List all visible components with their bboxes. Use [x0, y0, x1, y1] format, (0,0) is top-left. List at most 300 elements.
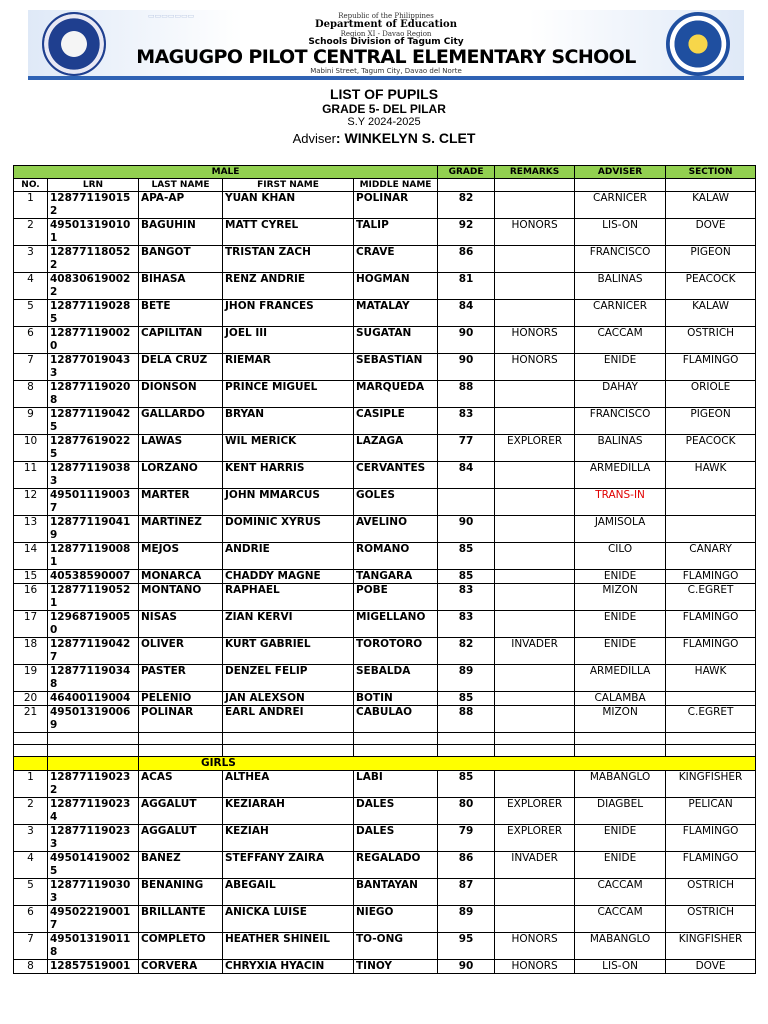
row-number: 9 [14, 408, 48, 435]
first-name-cell: JAN ALEXSON [223, 692, 354, 706]
remarks-cell [495, 543, 575, 570]
last-name-cell: PELENIO [139, 692, 223, 706]
lrn-cell: 128771190427 [48, 638, 139, 665]
row-number: 7 [14, 933, 48, 960]
male-group-header: MALE [14, 166, 438, 179]
school-address: Mabini Street, Tagum City, Davao del Norte [310, 67, 462, 75]
section-cell: PIGEON [666, 408, 756, 435]
grade-cell: 86 [438, 246, 495, 273]
last-name-cell: MARTINEZ [139, 516, 223, 543]
adviser-name: WINKELYN S. CLET [344, 130, 476, 146]
first-name-header: FIRST NAME [223, 179, 354, 192]
middle-name-cell: LAZAGA [354, 435, 438, 462]
row-number: 21 [14, 706, 48, 733]
section-cell: OSTRICH [666, 327, 756, 354]
blank-cell [48, 733, 139, 745]
section-cell: DOVE [666, 960, 756, 974]
lrn-cell: 128771190419 [48, 516, 139, 543]
blank-cell [139, 745, 223, 757]
section-header: SECTION [666, 166, 756, 179]
row-number: 5 [14, 300, 48, 327]
last-name-cell: DIONSON [139, 381, 223, 408]
grade-cell: 85 [438, 570, 495, 584]
adviser-cell: ARMEDILLA [575, 665, 666, 692]
remarks-cell [495, 570, 575, 584]
remarks-cell [495, 273, 575, 300]
first-name-cell: TRISTAN ZACH [223, 246, 354, 273]
adviser-cell: CARNICER [575, 192, 666, 219]
first-name-cell: RIEMAR [223, 354, 354, 381]
section-cell: C.EGRET [666, 584, 756, 611]
table-row [14, 408, 756, 435]
remarks-cell: INVADER [495, 852, 575, 879]
group-header-row [14, 166, 756, 179]
adviser-cell: MABANGLO [575, 771, 666, 798]
last-name-cell: BRILLANTE [139, 906, 223, 933]
grade-cell: 86 [438, 852, 495, 879]
first-name-cell: JOEL III [223, 327, 354, 354]
first-name-cell: DENZEL FELIP [223, 665, 354, 692]
remarks-cell [495, 584, 575, 611]
table-row [14, 462, 756, 489]
first-name-cell: JOHN MMARCUS [223, 489, 354, 516]
adviser-cell: JAMISOLA [575, 516, 666, 543]
middle-name-cell: TALIP [354, 219, 438, 246]
last-name-cell: BENANING [139, 879, 223, 906]
table-row [14, 692, 756, 706]
last-name-cell: COMPLETO [139, 933, 223, 960]
adviser-cell: DIAGBEL [575, 798, 666, 825]
blank-cell [14, 745, 48, 757]
blank-cell [575, 745, 666, 757]
first-name-cell: JHON FRANCES [223, 300, 354, 327]
lrn-cell: 495011190037 [48, 489, 139, 516]
first-name-cell: ALTHEA [223, 771, 354, 798]
lrn-cell: 128771190348 [48, 665, 139, 692]
row-number: 5 [14, 879, 48, 906]
adviser-cell: LIS-ON [575, 960, 666, 974]
row-number: 2 [14, 219, 48, 246]
middle-name-cell: NIEGO [354, 906, 438, 933]
section-cell: PEACOCK [666, 435, 756, 462]
section-cell: FLAMINGO [666, 852, 756, 879]
remarks-header: REMARKS [495, 166, 575, 179]
grade-cell: 83 [438, 611, 495, 638]
adviser-cell: ENIDE [575, 611, 666, 638]
blank-cell [223, 733, 354, 745]
section-cell [666, 489, 756, 516]
last-name-cell: BIHASA [139, 273, 223, 300]
girls-blank-cell [14, 757, 48, 771]
table-row [14, 300, 756, 327]
school-name: MAGUGPO PILOT CENTRAL ELEMENTARY SCHOOL [136, 46, 636, 68]
grade-cell: 87 [438, 879, 495, 906]
grade-cell: 83 [438, 408, 495, 435]
last-name-cell: BETE [139, 300, 223, 327]
table-row [14, 246, 756, 273]
lrn-cell: 128771190234 [48, 798, 139, 825]
row-number: 11 [14, 462, 48, 489]
remarks-cell [495, 611, 575, 638]
middle-name-cell: SEBALDA [354, 665, 438, 692]
grade-cell: 95 [438, 933, 495, 960]
row-number: 8 [14, 960, 48, 974]
last-name-cell: MARTER [139, 489, 223, 516]
remarks-cell: HONORS [495, 933, 575, 960]
table-row [14, 192, 756, 219]
republic-text: Republic of the Philippines [338, 12, 434, 20]
lrn-cell: 495013190069 [48, 706, 139, 733]
middle-name-cell: ROMANO [354, 543, 438, 570]
lrn-cell: 495013190101 [48, 219, 139, 246]
section-cell: HAWK [666, 462, 756, 489]
remarks-header-blank [495, 179, 575, 192]
last-name-cell: CORVERA [139, 960, 223, 974]
blank-cell [354, 745, 438, 757]
middle-name-cell: BANTAYAN [354, 879, 438, 906]
last-name-cell: DELA CRUZ [139, 354, 223, 381]
blank-cell [223, 745, 354, 757]
school-banner [28, 10, 744, 80]
first-name-cell: ABEGAIL [223, 879, 354, 906]
grade-cell [438, 489, 495, 516]
last-name-cell: LAWAS [139, 435, 223, 462]
adviser-cell: CACCAM [575, 327, 666, 354]
table-row [14, 611, 756, 638]
adviser-cell: CILO [575, 543, 666, 570]
remarks-cell [495, 771, 575, 798]
male-rows [14, 192, 756, 757]
remarks-cell [495, 381, 575, 408]
table-row [14, 879, 756, 906]
school-seal-icon [666, 12, 730, 76]
last-name-header: LAST NAME [139, 179, 223, 192]
remarks-cell [495, 192, 575, 219]
section-cell: HAWK [666, 665, 756, 692]
middle-name-cell: POBE [354, 584, 438, 611]
middle-name-cell: TANGARA [354, 570, 438, 584]
grade-header-blank [438, 179, 495, 192]
lrn-cell: 128771190152 [48, 192, 139, 219]
row-number: 2 [14, 798, 48, 825]
adviser-cell: BALINAS [575, 435, 666, 462]
middle-name-cell: CRAVE [354, 246, 438, 273]
lrn-cell: 40538590007 [48, 570, 139, 584]
row-number: 3 [14, 246, 48, 273]
section-cell: CANARY [666, 543, 756, 570]
row-number: 10 [14, 435, 48, 462]
table-row [14, 354, 756, 381]
grade-cell: 83 [438, 584, 495, 611]
remarks-cell: HONORS [495, 219, 575, 246]
section-cell: OSTRICH [666, 906, 756, 933]
last-name-cell: BANGOT [139, 246, 223, 273]
middle-name-header: MIDDLE NAME [354, 179, 438, 192]
row-number: 13 [14, 516, 48, 543]
row-number: 3 [14, 825, 48, 852]
adviser-cell: MIZON [575, 706, 666, 733]
lrn-cell: 46400119004 [48, 692, 139, 706]
remarks-cell: HONORS [495, 354, 575, 381]
adviser-cell: BALINAS [575, 273, 666, 300]
section-cell: PELICAN [666, 798, 756, 825]
blank-cell [14, 733, 48, 745]
blank-cell [666, 733, 756, 745]
lrn-cell: 129687190050 [48, 611, 139, 638]
grade-cell: 90 [438, 327, 495, 354]
remarks-cell [495, 246, 575, 273]
banner-watermark: ▭▭▭▭▭▭▭ [148, 12, 195, 20]
table-row [14, 219, 756, 246]
grade-cell: 90 [438, 516, 495, 543]
adviser-cell: FRANCISCO [575, 408, 666, 435]
table-row [14, 665, 756, 692]
row-number: 18 [14, 638, 48, 665]
first-name-cell: WIL MERICK [223, 435, 354, 462]
lrn-cell: 128771190285 [48, 300, 139, 327]
section-cell: FLAMINGO [666, 570, 756, 584]
adviser-header: ADVISER [575, 166, 666, 179]
row-number: 4 [14, 852, 48, 879]
lrn-cell: 128776190225 [48, 435, 139, 462]
first-name-cell: YUAN KHAN [223, 192, 354, 219]
table-row [14, 852, 756, 879]
adviser-cell: ENIDE [575, 852, 666, 879]
first-name-cell: ANDRIE [223, 543, 354, 570]
row-number: 20 [14, 692, 48, 706]
adviser-cell: ENIDE [575, 825, 666, 852]
grade-cell: 79 [438, 825, 495, 852]
row-number: 4 [14, 273, 48, 300]
middle-name-cell: MATALAY [354, 300, 438, 327]
lrn-cell: 128771190303 [48, 879, 139, 906]
middle-name-cell: TINOY [354, 960, 438, 974]
girls-group-label: GIRLS [139, 757, 756, 771]
lrn-cell: 128771190208 [48, 381, 139, 408]
blank-cell [495, 745, 575, 757]
section-header-blank [666, 179, 756, 192]
remarks-cell: HONORS [495, 960, 575, 974]
adviser-line [0, 130, 768, 146]
adviser-cell: FRANCISCO [575, 246, 666, 273]
section-cell: KALAW [666, 192, 756, 219]
remarks-cell [495, 692, 575, 706]
adviser-cell: CALAMBA [575, 692, 666, 706]
lrn-cell: 495022190017 [48, 906, 139, 933]
remarks-cell [495, 489, 575, 516]
last-name-cell: BAGUHIN [139, 219, 223, 246]
remarks-cell: INVADER [495, 638, 575, 665]
remarks-cell: EXPLORER [495, 798, 575, 825]
table-row [14, 543, 756, 570]
middle-name-cell: DALES [354, 825, 438, 852]
section-cell: PEACOCK [666, 273, 756, 300]
row-number: 17 [14, 611, 48, 638]
pupil-table [13, 165, 756, 974]
table-row [14, 327, 756, 354]
first-name-cell: KEZIAH [223, 825, 354, 852]
first-name-cell: KENT HARRIS [223, 462, 354, 489]
middle-name-cell: SUGATAN [354, 327, 438, 354]
grade-cell: 90 [438, 354, 495, 381]
last-name-cell: GALLARDO [139, 408, 223, 435]
middle-name-cell: HOGMAN [354, 273, 438, 300]
adviser-label: Adviser [292, 131, 336, 146]
middle-name-cell: CABULAO [354, 706, 438, 733]
grade-cell: 80 [438, 798, 495, 825]
last-name-cell: AGGALUT [139, 825, 223, 852]
grade-section-title: GRADE 5- DEL PILAR [322, 102, 446, 116]
first-name-cell: CHRYXIA HYACIN [223, 960, 354, 974]
adviser-cell: LIS-ON [575, 219, 666, 246]
first-name-cell: HEATHER SHINEIL [223, 933, 354, 960]
last-name-cell: MONARCA [139, 570, 223, 584]
row-number: 16 [14, 584, 48, 611]
section-cell: PIGEON [666, 246, 756, 273]
table-row [14, 570, 756, 584]
first-name-cell: CHADDY MAGNE [223, 570, 354, 584]
column-header-row [14, 179, 756, 192]
blank-cell [438, 733, 495, 745]
blank-cell [575, 733, 666, 745]
table-row [14, 584, 756, 611]
row-number: 15 [14, 570, 48, 584]
grade-cell: 90 [438, 960, 495, 974]
blank-cell [48, 745, 139, 757]
adviser-cell: ARMEDILLA [575, 462, 666, 489]
table-row [14, 933, 756, 960]
grade-cell: 85 [438, 771, 495, 798]
blank-cell [438, 745, 495, 757]
row-number: 12 [14, 489, 48, 516]
section-cell: KALAW [666, 300, 756, 327]
school-year: S.Y 2024-2025 [347, 116, 421, 128]
first-name-cell: RAPHAEL [223, 584, 354, 611]
row-number: 6 [14, 327, 48, 354]
region-text: Region XI - Davao Region [340, 30, 432, 38]
section-cell: FLAMINGO [666, 611, 756, 638]
first-name-cell: STEFFANY ZAIRA [223, 852, 354, 879]
girls-blank-cell [48, 757, 139, 771]
table-row [14, 906, 756, 933]
grade-cell: 88 [438, 381, 495, 408]
row-number: 7 [14, 354, 48, 381]
department-text: Department of Education [315, 19, 457, 30]
remarks-cell: HONORS [495, 327, 575, 354]
middle-name-cell: CERVANTES [354, 462, 438, 489]
banner-stripe [28, 76, 744, 80]
table-row [14, 435, 756, 462]
section-cell [666, 692, 756, 706]
list-title: LIST OF PUPILS [329, 86, 439, 102]
adviser-cell: ENIDE [575, 354, 666, 381]
grade-cell: 77 [438, 435, 495, 462]
middle-name-cell: POLINAR [354, 192, 438, 219]
row-number: 6 [14, 906, 48, 933]
lrn-cell: 128771190081 [48, 543, 139, 570]
lrn-cell: 12857519001 [48, 960, 139, 974]
grade-cell: 89 [438, 665, 495, 692]
row-number: 14 [14, 543, 48, 570]
remarks-cell [495, 879, 575, 906]
adviser-header-blank [575, 179, 666, 192]
section-cell: KINGFISHER [666, 933, 756, 960]
lrn-cell: 495013190118 [48, 933, 139, 960]
grade-cell: 92 [438, 219, 495, 246]
grade-header: GRADE [438, 166, 495, 179]
remarks-cell [495, 408, 575, 435]
first-name-cell: KEZIARAH [223, 798, 354, 825]
middle-name-cell: MIGELLANO [354, 611, 438, 638]
adviser-cell: ENIDE [575, 638, 666, 665]
section-cell: DOVE [666, 219, 756, 246]
table-row [14, 638, 756, 665]
grade-cell: 85 [438, 692, 495, 706]
adviser-colon: : [335, 130, 345, 146]
middle-name-cell: GOLES [354, 489, 438, 516]
last-name-cell: MEJOS [139, 543, 223, 570]
adviser-cell: CACCAM [575, 879, 666, 906]
grade-cell: 82 [438, 638, 495, 665]
adviser-cell: MABANGLO [575, 933, 666, 960]
remarks-cell [495, 462, 575, 489]
grade-cell: 84 [438, 462, 495, 489]
middle-name-cell: BOTIN [354, 692, 438, 706]
grade-cell: 84 [438, 300, 495, 327]
middle-name-cell: DALES [354, 798, 438, 825]
first-name-cell: DOMINIC XYRUS [223, 516, 354, 543]
remarks-cell [495, 516, 575, 543]
row-number: 1 [14, 771, 48, 798]
remarks-cell: EXPLORER [495, 825, 575, 852]
last-name-cell: AGGALUT [139, 798, 223, 825]
division-text: Schools Division of Tagum City [308, 37, 464, 47]
adviser-cell: DAHAY [575, 381, 666, 408]
table-row [14, 960, 756, 974]
section-cell: C.EGRET [666, 706, 756, 733]
section-cell [666, 516, 756, 543]
grade-cell: 81 [438, 273, 495, 300]
table-row [14, 489, 756, 516]
lrn-cell: 128771180522 [48, 246, 139, 273]
lrn-header: LRN [48, 179, 139, 192]
blank-row [14, 745, 756, 757]
girls-group-row [14, 757, 756, 771]
middle-name-cell: CASIPLE [354, 408, 438, 435]
middle-name-cell: AVELINO [354, 516, 438, 543]
section-cell: ORIOLE [666, 381, 756, 408]
adviser-cell: TRANS-IN [575, 489, 666, 516]
lrn-cell: 128771190425 [48, 408, 139, 435]
blank-cell [666, 745, 756, 757]
remarks-cell [495, 300, 575, 327]
row-number: 8 [14, 381, 48, 408]
no-header: NO. [14, 179, 48, 192]
section-cell: KINGFISHER [666, 771, 756, 798]
table-row [14, 771, 756, 798]
section-cell: FLAMINGO [666, 825, 756, 852]
last-name-cell: NISAS [139, 611, 223, 638]
last-name-cell: POLINAR [139, 706, 223, 733]
first-name-cell: ANICKA LUISE [223, 906, 354, 933]
remarks-cell [495, 906, 575, 933]
first-name-cell: BRYAN [223, 408, 354, 435]
middle-name-cell: TOROTORO [354, 638, 438, 665]
section-cell: FLAMINGO [666, 638, 756, 665]
grade-cell: 89 [438, 906, 495, 933]
girls-rows [14, 757, 756, 974]
section-cell: FLAMINGO [666, 354, 756, 381]
